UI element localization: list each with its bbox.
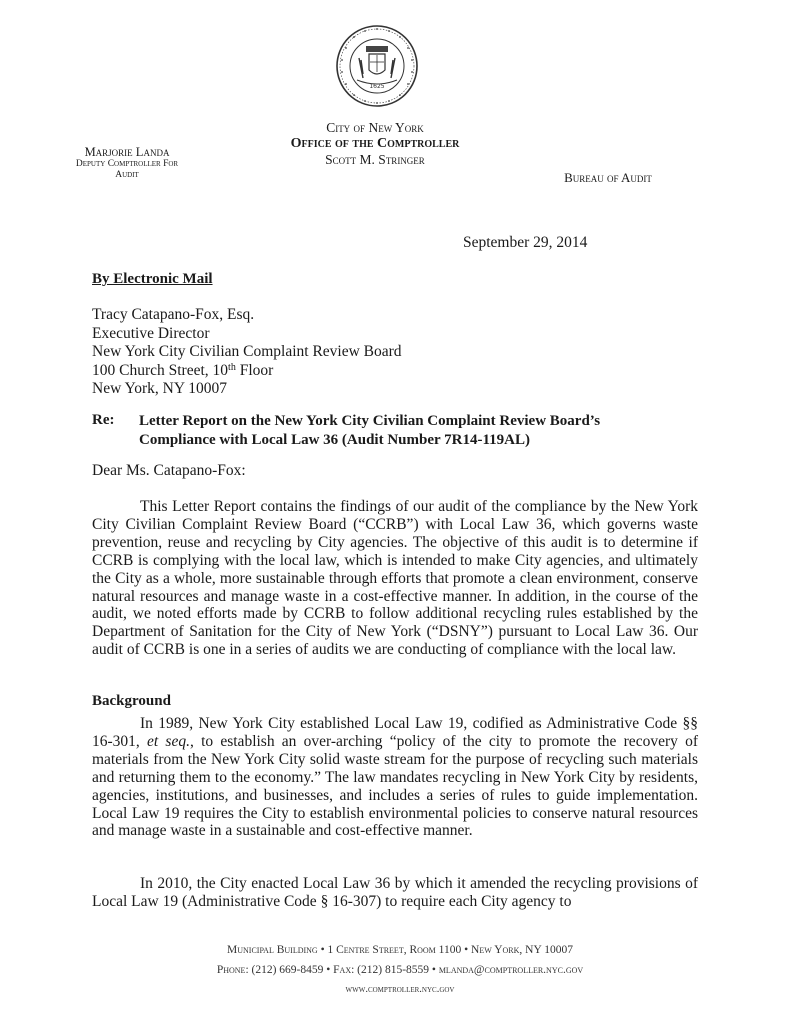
re-subject-line2: Compliance with Local Law 36 (Audit Number 7R14-119AL) (139, 431, 530, 448)
recipient-title: Executive Director (92, 324, 210, 342)
seal-year: 1625 (369, 83, 385, 90)
deputy-title-line2: Audit (115, 170, 139, 180)
city-name: City of New York (326, 120, 424, 135)
section-heading-background: Background (92, 693, 171, 709)
letterhead-left (52, 145, 202, 181)
street-text: 100 Church Street, 10 (92, 361, 229, 379)
street-ordinal: th (228, 361, 236, 373)
comptroller-name: Scott M. Stringer (325, 152, 425, 167)
paragraph-background-text-1: In 1989, New York City established Local Law 19, codified as Administrative Code §§ 16-301, (92, 715, 698, 750)
re-subject-line1: Letter Report on the New York City Civilian Complaint Review Board’s (139, 413, 601, 429)
deputy-title-line1: Deputy Comptroller For (75, 159, 179, 169)
paragraph-local-law-36: In 2010, the City enacted Local Law 36 by which it amended the recycling provisions of Local Law 19 (Administrative Code § 16-307) to require each City agency to (92, 875, 698, 910)
recipient-address (92, 306, 402, 399)
re-subject (139, 412, 679, 449)
re-label: Re: (92, 412, 115, 428)
paragraph-background (92, 715, 698, 840)
letter-date: September 29, 2014 (463, 234, 588, 251)
street-floor: Floor (235, 361, 274, 379)
footer-website: www.comptroller.nyc.gov (345, 984, 455, 995)
paragraph-intro: This Letter Report contains the findings of our audit of the compliance by the New York City Civilian Complaint Review Board (“CCRB”) with Local Law 36, which governs waste prevention, reuse and recycling by City agencies. The objective of this audit is to determine if CCRB is complying with the local law, which is intended to make City agencies, and ultimately the City as a whole, more sustainable through efforts that promote a clean environment, conserve natural resources and manage waste in a cost-effective manner. In addition, in the course of the audit, we noted efforts made by CCRB to follow additional recycling rules established by the Department of Sanitation for the City of New York (“DSNY”) pursuant to Local Law 36. Our audit of CCRB is one in a series of audits we are conducting of compliance with the local law. (92, 498, 698, 659)
recipient-name: Tracy Catapano-Fox, Esq. (92, 306, 255, 323)
city-seal-icon (335, 24, 419, 108)
bureau-name: Bureau of Audit (564, 170, 652, 185)
footer-contact: Phone: (212) 669-8459 • Fax: (212) 815-8559 • mlanda@comptroller.nyc.gov (216, 964, 584, 976)
letterhead-center (220, 120, 530, 168)
footer-address: Municipal Building • 1 Centre Street, Room 1100 • New York, NY 10007 (227, 944, 573, 956)
recipient-city: New York, NY 10007 (92, 380, 228, 397)
delivery-method: By Electronic Mail (92, 271, 213, 287)
deputy-name: Marjorie Landa (84, 145, 170, 159)
paragraph-background-italic: et seq. (147, 732, 190, 750)
salutation: Dear Ms. Catapano-Fox: (92, 462, 246, 479)
recipient-street (92, 362, 402, 381)
paragraph-background-text-2: , to establish an over-arching “policy of the city to promote the recovery of materials from the New York City solid waste stream for the purpose of recycling such materials and returning them to the economy.” The law mandates recycling in New York City by residents, agencies, institutions, and businesses, and includes a series of rules to guide implementation. Local Law 19 requires the City to establish environmental policies to conserve natural resources and manage waste in a sustainable and cost-effective manner. (92, 732, 698, 840)
office-name: Office of the Comptroller (290, 136, 460, 151)
recipient-organization: New York City Civilian Complaint Review Board (92, 343, 402, 360)
